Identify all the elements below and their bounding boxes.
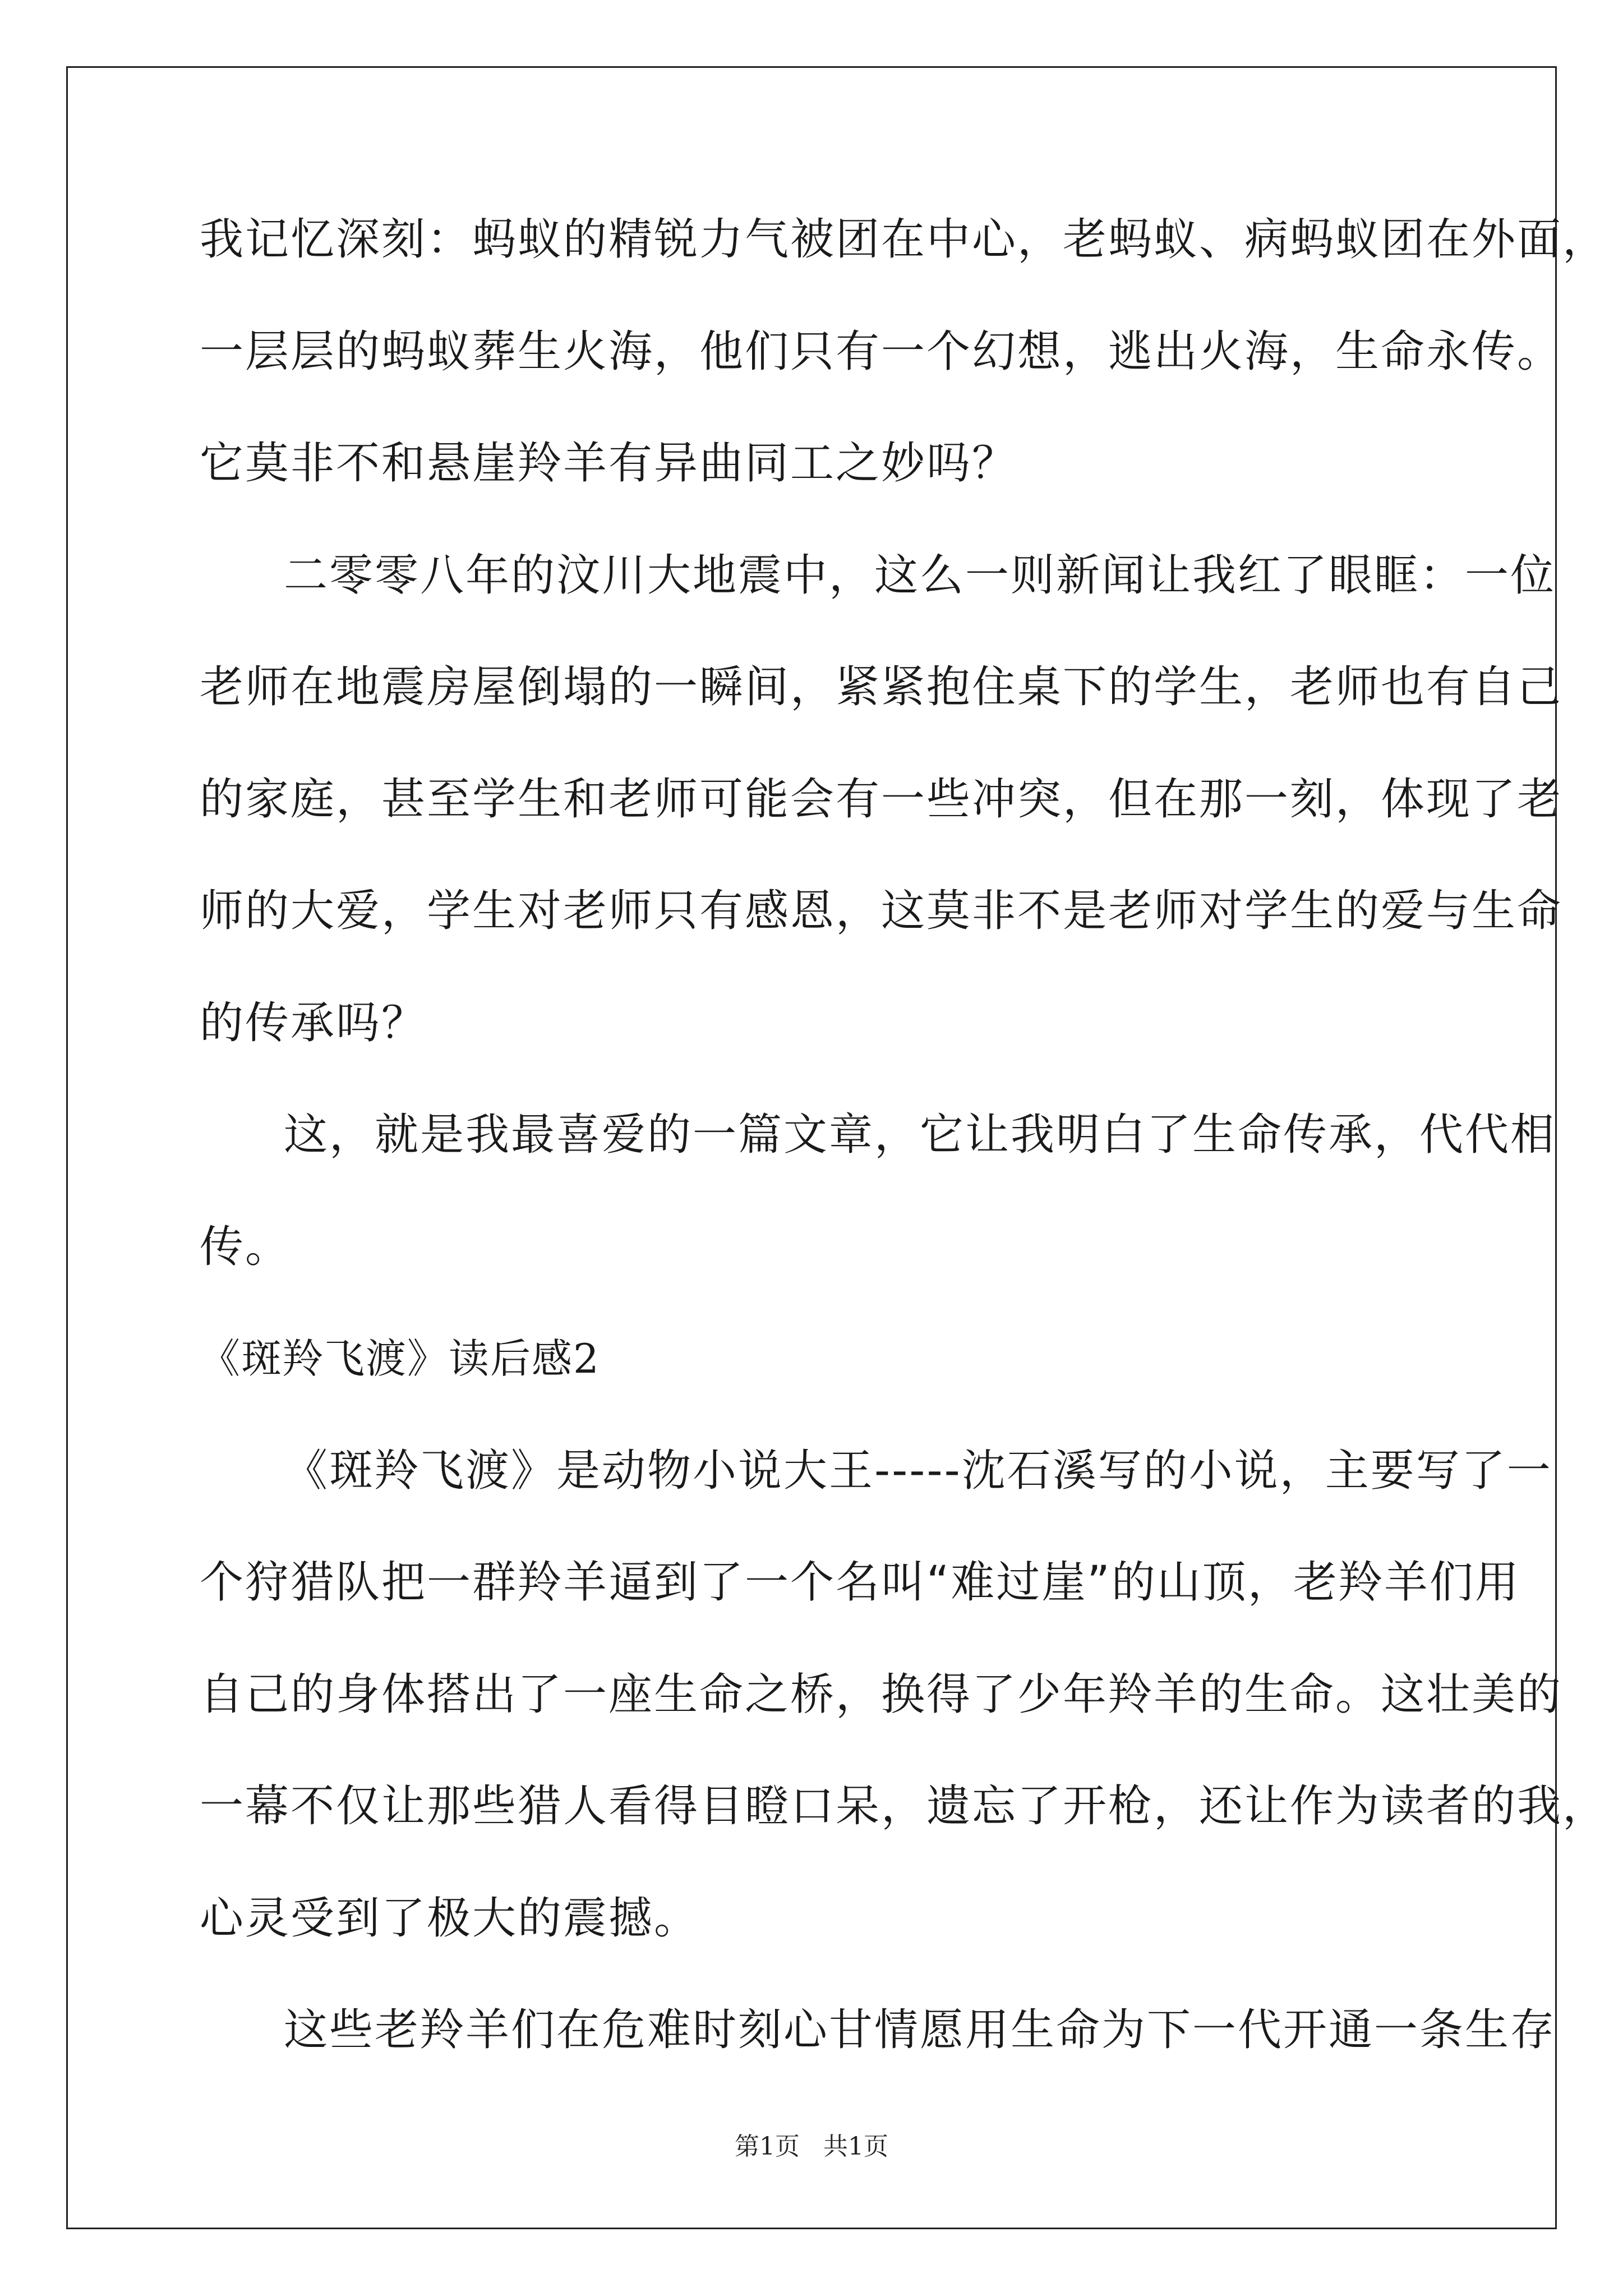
text-line: 师的大爱，学生对老师只有感恩，这莫非不是老师对学生的爱与生命 [200,886,1563,936]
text-line: 这，就是我最喜爱的一篇文章，它让我明白了生命传承，代代相 [284,1110,1556,1160]
text-line: 一幕不仅让那些猎人看得目瞪口呆，遗忘了开枪，还让作为读者的我， [200,1781,1608,1832]
text-line: 心灵受到了极大的震撼。 [200,1893,700,1944]
text-line: 的传承吗？ [200,997,427,1048]
text-line: 二零零八年的汶川大地震中，这么一则新闻让我红了眼眶：一位 [284,550,1556,601]
text-line: 的家庭，甚至学生和老师可能会有一些冲突，但在那一刻，体现了老 [200,774,1563,825]
text-line: 我记忆深刻：蚂蚁的精锐力气被团在中心，老蚂蚁、病蚂蚁团在外面， [200,214,1608,265]
text-line: 老师在地震房屋倒塌的一瞬间，紧紧抱住桌下的学生，老师也有自己 [200,662,1563,712]
text-line: 传。 [200,1221,291,1272]
text-line: 它莫非不和悬崖羚羊有异曲同工之妙吗？ [200,438,1018,489]
document-body [200,209,1608,2111]
section-heading: 《斑羚飞渡》读后感2 [200,1335,600,1382]
text-line: 《斑羚飞渡》是动物小说大王-----沈石溪写的小说，主要写了一 [284,1445,1552,1496]
text-line: 自己的身体搭出了一座生命之桥，换得了少年羚羊的生命。这壮美的 [200,1669,1563,1720]
text-line: 个狩猎队把一群羚羊逼到了一个名叫“难过崖”的山顶，老羚羊们用 [200,1557,1520,1608]
text-line: 一层层的蚂蚁葬生火海，他们只有一个幻想，逃出火海，生命永传。 [200,326,1563,377]
page-footer: 第1页 共1页 [735,2132,888,2161]
text-line: 这些老羚羊们在危难时刻心甘情愿用生命为下一代开通一条生存 [284,2005,1556,2055]
